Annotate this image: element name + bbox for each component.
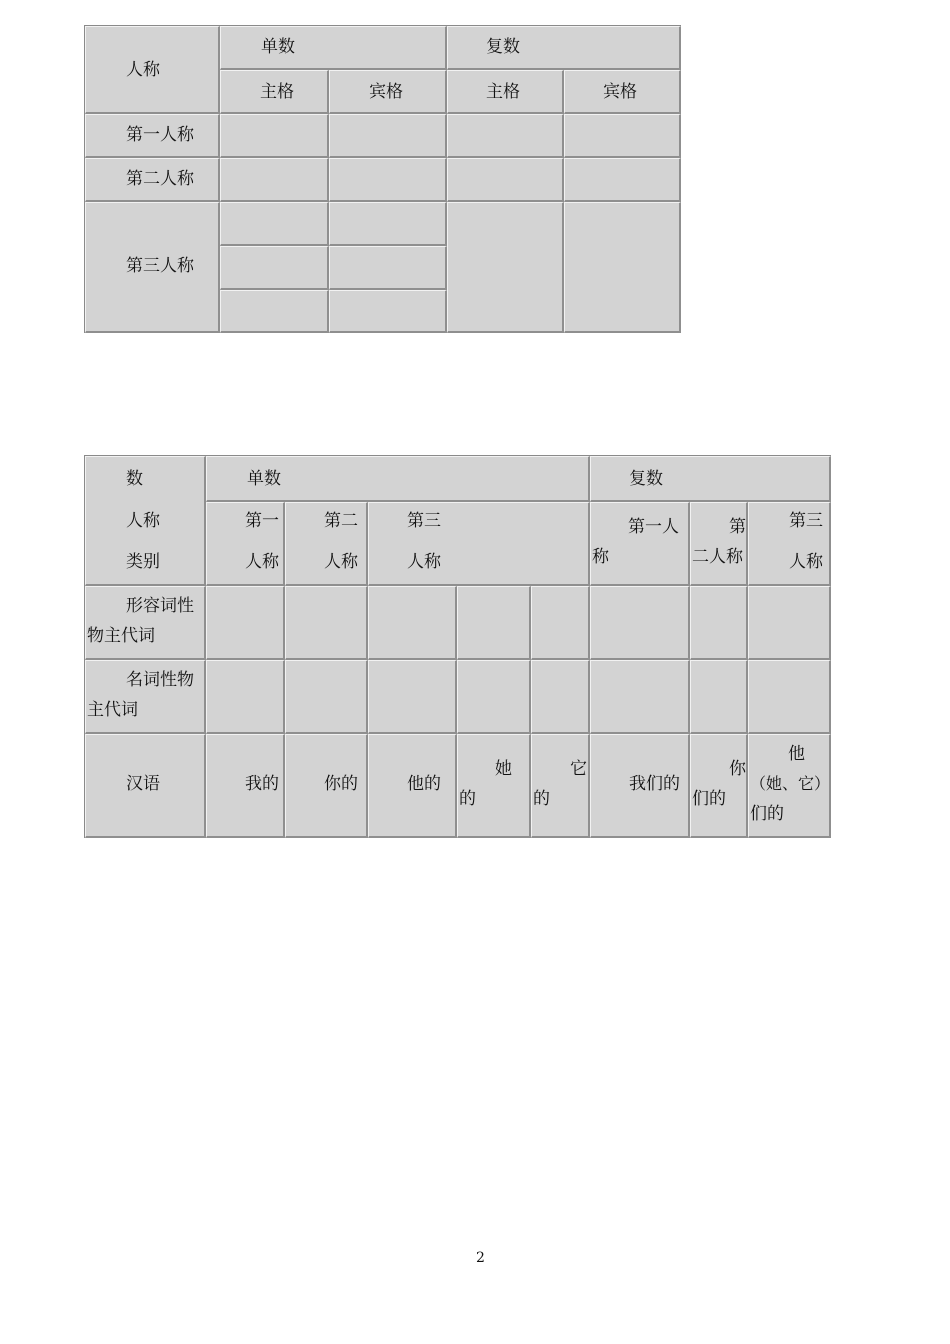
singular-first-line2: 人称 <box>245 552 279 572</box>
row-chinese-label-cell <box>85 734 206 838</box>
row-label-cell <box>85 158 220 202</box>
table-cell <box>329 202 447 246</box>
header-singular: 单数 <box>247 469 281 489</box>
sub-header-cell <box>220 70 329 114</box>
table-cell <box>329 246 447 290</box>
table-cell <box>564 202 681 333</box>
value-tade-it-line2: 的 <box>533 789 550 809</box>
table-cell <box>447 158 564 202</box>
row-noun-label-cell <box>85 660 206 734</box>
value-tade-she-line2: 的 <box>459 789 476 809</box>
singular-first-line1: 第一 <box>245 511 279 531</box>
page-number: 2 <box>476 1250 485 1266</box>
table-cell <box>690 586 748 660</box>
table-cell <box>329 158 447 202</box>
header-singular: 单数 <box>261 37 295 57</box>
table-cell <box>368 586 457 660</box>
plural-second-line2: 二人称 <box>692 547 743 567</box>
table-cell <box>564 158 681 202</box>
table-cell <box>748 734 831 838</box>
sub-header-objective: 宾格 <box>369 82 403 102</box>
table-cell <box>457 586 531 660</box>
header-singular-cell <box>220 26 447 70</box>
singular-third-line1: 第三 <box>407 511 441 531</box>
table-cell <box>748 660 831 734</box>
value-nide: 你的 <box>324 774 358 794</box>
plural-second-line1: 第 <box>729 517 746 537</box>
singular-third-cell <box>368 502 590 586</box>
value-womende: 我们的 <box>629 774 680 794</box>
singular-second-line1: 第二 <box>324 511 358 531</box>
row-adj-line2: 物主代词 <box>87 626 155 646</box>
table-cell <box>564 114 681 158</box>
value-tade-she-line1: 她 <box>495 759 512 779</box>
table-cell <box>285 660 368 734</box>
table-cell <box>206 586 285 660</box>
sub-header-nominative: 主格 <box>260 82 294 102</box>
table-cell <box>590 586 690 660</box>
header-plural-cell <box>447 26 681 70</box>
row-label-second-person: 第二人称 <box>126 169 194 189</box>
table-cell <box>285 586 368 660</box>
table-cell <box>220 202 329 246</box>
table-cell <box>531 734 590 838</box>
table-cell <box>220 114 329 158</box>
table-cell <box>457 660 531 734</box>
sub-header-cell <box>447 70 564 114</box>
table-cell <box>206 660 285 734</box>
table-cell <box>329 290 447 333</box>
value-nimende-line2: 们的 <box>692 789 726 809</box>
sub-header-cell <box>329 70 447 114</box>
singular-second-line2: 人称 <box>324 552 358 572</box>
table-cell <box>329 114 447 158</box>
singular-first-cell <box>206 502 285 586</box>
header-category: 类别 <box>126 552 160 572</box>
table-cell <box>690 660 748 734</box>
table-cell <box>220 246 329 290</box>
row-label-cell <box>85 202 220 333</box>
header-plural-cell <box>590 456 831 502</box>
plural-third-line1: 第三 <box>789 511 823 531</box>
header-plural: 复数 <box>486 37 520 57</box>
row-label-cell <box>85 114 220 158</box>
row-adj-label-cell <box>85 586 206 660</box>
row-chinese-label: 汉语 <box>126 774 160 794</box>
table-cell <box>368 734 457 838</box>
plural-third-line2: 人称 <box>789 552 823 572</box>
sub-header-objective: 宾格 <box>603 82 637 102</box>
row-label-first-person: 第一人称 <box>126 125 194 145</box>
plural-first-cell <box>590 502 690 586</box>
singular-second-cell <box>285 502 368 586</box>
header-person: 人称 <box>126 511 160 531</box>
table-cell <box>220 158 329 202</box>
table-cell <box>220 290 329 333</box>
value-nimende-line1: 你 <box>729 759 746 779</box>
table-cell <box>590 660 690 734</box>
header-person-cell <box>85 26 220 114</box>
plural-first-line2: 称 <box>592 547 609 567</box>
table-cell <box>748 586 831 660</box>
value-tamende-line1: 他 <box>788 744 805 764</box>
table-cell <box>690 734 748 838</box>
table-cell <box>531 660 590 734</box>
table-cell <box>206 734 285 838</box>
header-person: 人称 <box>126 60 160 80</box>
table-cell <box>285 734 368 838</box>
row-noun-line1: 名词性物 <box>126 670 194 690</box>
person-pronoun-table <box>84 25 681 333</box>
value-tamende-line3: 们的 <box>750 804 784 824</box>
table-cell <box>457 734 531 838</box>
value-tade-he: 他的 <box>407 774 441 794</box>
plural-second-cell <box>690 502 748 586</box>
value-tamende-line2: （她、它） <box>750 774 831 793</box>
header-singular-cell <box>206 456 590 502</box>
row-noun-line2: 主代词 <box>87 700 138 720</box>
row-label-third-person: 第三人称 <box>126 256 194 276</box>
table-cell <box>368 660 457 734</box>
sub-header-nominative: 主格 <box>486 82 520 102</box>
value-tade-it-line1: 它 <box>570 759 587 779</box>
table-cell <box>447 202 564 333</box>
possessive-pronoun-table <box>84 455 831 838</box>
header-plural: 复数 <box>629 469 663 489</box>
row-adj-line1: 形容词性 <box>126 596 194 616</box>
singular-third-line2: 人称 <box>407 552 441 572</box>
header-left-cell <box>85 456 206 586</box>
sub-header-cell <box>564 70 681 114</box>
value-wode: 我的 <box>245 774 279 794</box>
plural-third-cell <box>748 502 831 586</box>
table-cell <box>447 114 564 158</box>
plural-first-line1: 第一人 <box>628 517 679 537</box>
table-cell <box>590 734 690 838</box>
table-cell <box>531 586 590 660</box>
header-number: 数 <box>126 469 143 489</box>
